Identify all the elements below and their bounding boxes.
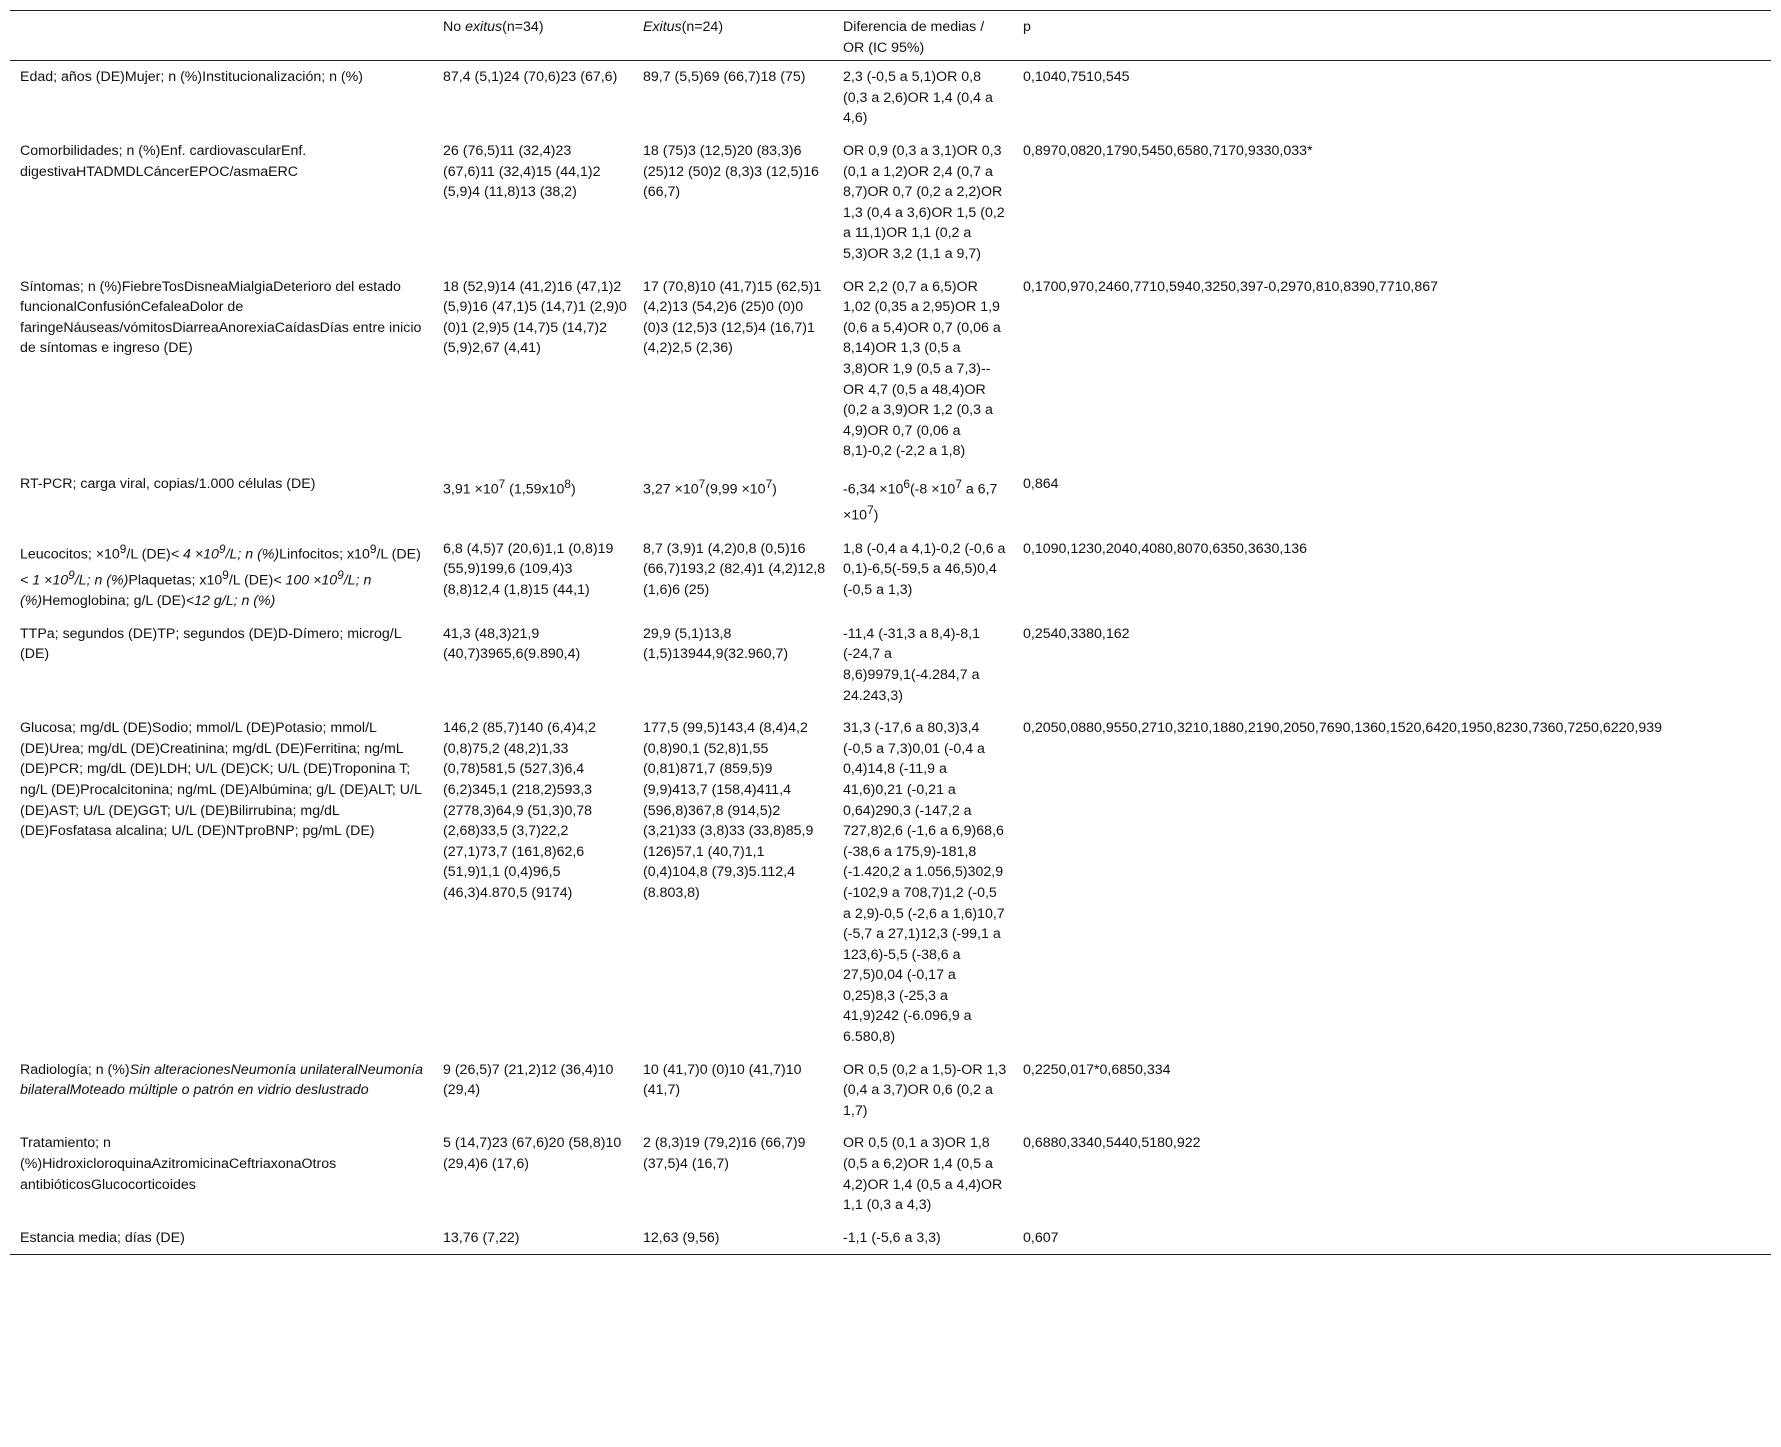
cell-diff: OR 0,5 (0,2 a 1,5)-OR 1,3 (0,4 a 3,7)OR 0,6 (0,2 a 1,7) [843,1061,1007,1119]
cell-diff: -11,4 (-31,3 a 8,4)-8,1 (-24,7 a 8,6)9979,1(-4.284,7 a 24.243,3) [843,625,980,704]
label-part: Radiología; n (%) [20,1061,130,1078]
label-part: /L (DE) [126,546,171,563]
header-p: p [1023,19,1031,35]
cell-exitus: 12,63 (9,56) [643,1229,720,1246]
cell-exitus: 2 (8,3)19 (79,2)16 (66,7)9 (37,5)4 (16,7) [643,1135,806,1173]
val-part: ) [873,507,879,524]
cell-p: 0,1700,970,2460,7710,5940,3250,397-0,2970,810,8390,7710,867 [1023,278,1438,295]
exponent: 7 [698,476,706,491]
cell-no-exitus: 9 (26,5)7 (21,2)12 (36,4)10 (29,4) [443,1061,614,1099]
exponent: 7 [955,476,962,491]
exponent: 9 [337,567,344,582]
header-no-exitus [435,11,635,61]
cell-no-exitus: 18 (52,9)14 (41,2)16 (47,1)2 (5,9)16 (47,1)5 (14,7)1 (2,9)0 (0)1 (2,9)5 (14,7)5 (14,7)2 (5,9)2,67 (4,41) [443,278,627,357]
cell-exitus: 89,7 (5,5)69 (66,7)18 (75) [643,69,806,86]
cell-label: TTPa; segundos (DE)TP; segundos (DE)D-Dímero; microg/L (DE) [20,625,402,663]
val-part: (1,59x10 [505,481,565,498]
header-exitus [635,11,835,61]
val-part: -6,34 ×10 [843,481,904,498]
table-row-comorbilidades [10,135,1771,271]
table-row-rt-pcr [10,468,1771,533]
results-table [10,10,1771,1255]
exponent: 9 [68,567,75,582]
table-row-radiologia [10,1054,1771,1128]
label-part: Hemoglobina; g/L (DE) [42,593,186,610]
cell-p: 0,2250,017*0,6850,334 [1023,1061,1171,1078]
cell-p: 0,1040,7510,545 [1023,69,1130,86]
cell-p: 0,2540,3380,162 [1023,625,1130,642]
cell-diff: 1,8 (-0,4 a 4,1)-0,2 (-0,6 a 0,1)-6,5(-59,5 a 46,5)0,4 (-0,5 a 1,3) [843,540,1006,598]
cell-p: 0,1090,1230,2040,4080,8070,6350,3630,136 [1023,540,1308,557]
exponent: 8 [564,476,571,491]
label-part-italic: < 1 ×10 [20,572,69,589]
exponent: 9 [369,541,377,556]
val-part: 3,27 ×10 [643,481,699,498]
cell-diff: OR 0,9 (0,3 a 3,1)OR 0,3 (0,1 a 1,2)OR 2,4 (0,7 a 8,7)OR 0,7 (0,2 a 2,2)OR 1,3 (0,4 a 3,6)OR 1,5 (0,2 a 11,1)OR 1,1 (0,2 a 5,3)OR 3,2 (1,1 a 9,7) [843,142,1005,262]
cell-p: 0,607 [1023,1229,1059,1246]
header-variable [10,11,435,61]
label-part-italic: /L; n (%) [74,572,129,589]
header-exitus-em: Exitus [643,19,682,35]
cell-no-exitus: 146,2 (85,7)140 (6,4)4,2 (0,8)75,2 (48,2)1,33 (0,78)581,5 (527,3)6,4 (6,2)345,1 (218,2)593,3 (2778,3)64,9 (51,3)0,78 (2,68)33,5 (3,7)22,2 (27,1)73,7 (161,8)62,6 (51,9)1,1 (0,4)96,5 (46,3)4.870,5 (9174) [443,720,597,901]
cell-no-exitus: 26 (76,5)11 (32,4)23 (67,6)11 (32,4)15 (44,1)2 (5,9)4 (11,8)13 (38,2) [443,142,601,201]
cell-no-exitus: 5 (14,7)23 (67,6)20 (58,8)10 (29,4)6 (17,6) [443,1135,622,1173]
exponent: 7 [867,503,874,518]
label-part: /L (DE) [228,572,274,589]
val-part: ) [772,481,777,498]
cell-diff: OR 0,5 (0,1 a 3)OR 1,8 (0,5 a 6,2)OR 1,4 (0,5 a 4,2)OR 1,4 (0,5 a 4,4)OR 1,1 (0,3 a 4,3) [843,1135,1003,1214]
header-no-exitus-em: exitus [465,19,503,35]
label-part: Plaquetas; x10 [128,572,223,589]
label-part-italic: < 4 ×10 [170,546,219,563]
cell-no-exitus: 87,4 (5,1)24 (70,6)23 (67,6) [443,69,618,86]
table-row-bioquimica [10,712,1771,1054]
cell-diff: OR 2,2 (0,7 a 6,5)OR 1,02 (0,35 a 2,95)OR 1,9 (0,6 a 5,4)OR 0,7 (0,06 a 8,14)OR 1,3 (0,5 a 3,8)OR 1,9 (0,5 a 7,3)--OR 4,7 (0,5 a 48,4)OR (0,2 a 3,9)OR 1,2 (0,3 a 4,9)OR 0,7 (0,06 a 8,1)-0,2 (-2,2 a 1,8) [843,278,1001,460]
cell-diff [835,468,1015,533]
header-difference: Diferencia de medias / OR (IC 95%) [843,19,985,56]
cell-p: 0,6880,3340,5440,5180,922 [1023,1135,1201,1152]
cell-label: Comorbilidades; n (%)Enf. cardiovascularEnf. digestivaHTADMDLCáncerEPOC/asmaERC [20,142,307,180]
cell-label: RT-PCR; carga viral, copias/1.000 células (DE) [20,475,316,492]
label-part: Leucocitos; ×10 [20,546,120,563]
header-no-exitus-pre: No [443,19,466,35]
cell-no-exitus: 6,8 (4,5)7 (20,6)1,1 (0,8)19 (55,9)199,6 (109,4)3 (8,8)12,4 (1,8)15 (44,1) [443,540,614,598]
cell-exitus [635,468,835,533]
exponent: 9 [218,541,226,556]
header-exitus-post: (n=24) [681,19,724,35]
cell-exitus: 18 (75)3 (12,5)20 (83,3)6 (25)12 (50)2 (8,3)3 (12,5)16 (66,7) [643,142,819,201]
cell-label: Glucosa; mg/dL (DE)Sodio; mmol/L (DE)Potasio; mmol/L (DE)Urea; mg/dL (DE)Creatinina; mg/dL (DE)Ferritina; ng/mL (DE)PCR; mg/dL (DE)LDH; U/L (DE)CK; U/L (DE)Troponina T; ng/L (DE)Procalcitonina; ng/mL (DE)Albúmina; g/L (DE)ALT; U/L (DE)AST; U/L (DE)GGT; U/L (DE)Bilirrubina; mg/dL (DE)Fosfatasa alcalina; U/L (DE)NTproBNP; pg/mL (DE) [20,720,422,840]
exponent: 7 [498,476,506,491]
cell-diff: 2,3 (-0,5 a 5,1)OR 0,8 (0,3 a 2,6)OR 1,4 (0,4 a 4,6) [843,69,993,127]
val-part: ) [570,481,576,498]
cell-label [10,533,435,618]
cell-exitus: 8,7 (3,9)1 (4,2)0,8 (0,5)16 (66,7)193,2 (82,4)1 (4,2)12,8 (1,6)6 (25) [643,540,826,598]
table-row-hemograma [10,533,1771,618]
label-part-italic: <12 g/L; n (%) [185,593,276,610]
cell-no-exitus [435,468,635,533]
val-part: (-8 ×10 [909,481,956,498]
label-part-italic: /L; n (%) [225,546,280,563]
cell-label: Síntomas; n (%)FiebreTosDisneaMialgiaDeterioro del estado funcionalConfusiónCefaleaDolor de faringeNáuseas/vómitosDiarreaAnorexiaCaídasDías entre inicio de síntomas e ingreso (DE) [20,278,422,357]
cell-label [10,1054,435,1128]
cell-label: Estancia media; días (DE) [20,1229,185,1246]
cell-exitus: 17 (70,8)10 (41,7)15 (62,5)1 (4,2)13 (54,2)6 (25)0 (0)0 (0)3 (12,5)3 (12,5)4 (16,7)1 (4,2)2,5 (2,36) [643,278,822,357]
val-part: 3,91 ×10 [443,481,499,498]
header-no-exitus-post: (n=34) [502,19,544,35]
exponent: 9 [222,567,229,582]
table-header-row [10,11,1771,61]
exponent: 9 [119,541,127,556]
cell-exitus: 29,9 (5,1)13,8 (1,5)13944,9(32.960,7) [643,625,789,663]
exponent: 7 [765,476,773,491]
cell-p: 0,2050,0880,9550,2710,3210,1880,2190,2050,7690,1360,1520,6420,1950,8230,7360,7250,6220,939 [1023,720,1663,737]
cell-p: 0,8970,0820,1790,5450,6580,7170,9330,033* [1023,142,1313,159]
label-part-italic: Sin alteracionesNeumonía unilateralNeumonía bilateralMoteado múltiple o patrón en vidrio deslustrado [20,1061,424,1099]
table-row-estancia [10,1222,1771,1255]
label-part-italic: < 100 ×10 [273,572,338,589]
cell-diff: -1,1 (-5,6 a 3,3) [843,1229,941,1246]
table-row-sintomas [10,271,1771,468]
cell-exitus: 177,5 (99,5)143,4 (8,4)4,2 (0,8)90,1 (52,8)1,55 (0,81)871,7 (859,5)9 (9,9)413,7 (158,4)411,4 (596,8)367,8 (914,5)2 (3,21)33 (3,8)33 (33,8)85,9 (126)57,1 (40,7)1,1 (0,4)104,8 (79,3)5.112,4 (8.803,8) [643,720,814,901]
label-part-italic: /L; n (%) [20,572,372,610]
cell-label: Edad; años (DE)Mujer; n (%)Institucionalización; n (%) [20,69,364,86]
cell-p: 0,864 [1023,475,1059,492]
cell-exitus: 10 (41,7)0 (0)10 (41,7)10 (41,7) [643,1061,802,1099]
table-row-tratamiento [10,1127,1771,1221]
val-part: a 6,7 ×10 [843,481,998,524]
label-part: /L (DE) [376,546,421,563]
cell-no-exitus: 41,3 (48,3)21,9 (40,7)3965,6(9.890,4) [443,625,581,663]
cell-no-exitus: 13,76 (7,22) [443,1229,520,1246]
table-row-edad [10,61,1771,135]
cell-diff: 31,3 (-17,6 a 80,3)3,4 (-0,5 a 7,3)0,01 (-0,4 a 0,4)14,8 (-11,9 a 41,6)0,21 (-0,21 a 0,64)290,3 (-147,2 a 727,8)2,6 (-1,6 a 6,9)68,6 (-38,6 a 175,9)-181,8 (-1.420,2 a 1.056,5)302,9 (-102,9 a 708,7)1,2 (-0,5 a 2,9)-0,5 (-2,6 a 1,6)10,7 (-5,7 a 27,1)12,3 (-99,1 a 123,6)-5,5 (-38,6 a 27,5)0,04 (-0,17 a 0,25)8,3 (-25,3 a 41,9)242 (-6.096,9 a 6.580,8) [843,720,1005,1046]
table-row-coagulacion [10,618,1771,712]
val-part: (9,99 ×10 [705,481,766,498]
cell-label: Tratamiento; n (%)HidroxicloroquinaAzitromicinaCeftriaxonaOtros antibióticosGlucocorticoides [20,1135,337,1193]
exponent: 6 [903,476,910,491]
label-part: Linfocitos; x10 [279,546,370,563]
